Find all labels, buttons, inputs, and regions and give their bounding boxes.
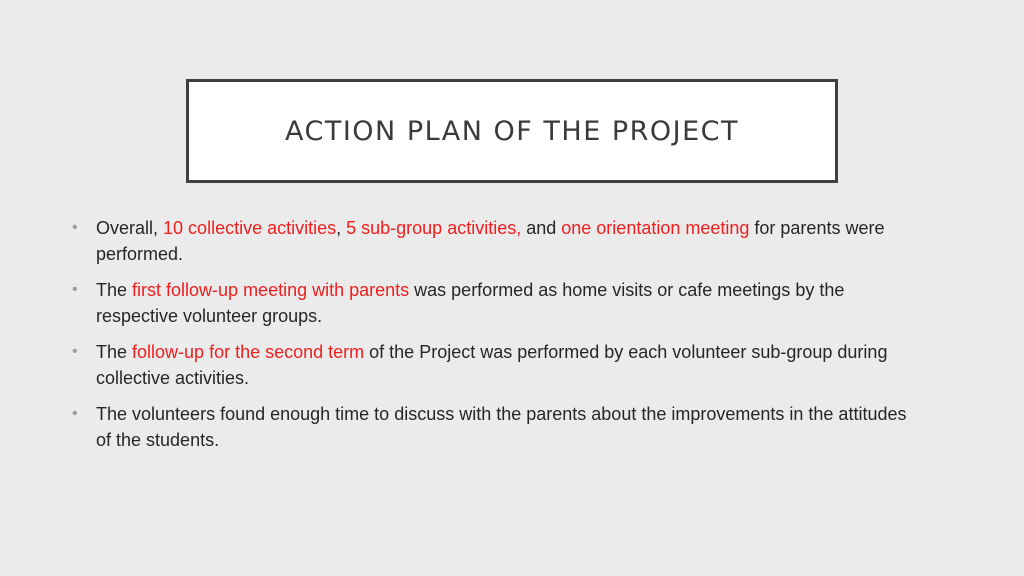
bullet-dot-icon: • — [72, 343, 78, 360]
highlight-first-follow-up-meeting: first follow-up meeting with parents — [132, 280, 410, 300]
bullet-item-1 — [70, 215, 920, 267]
bullet-item-4 — [70, 401, 920, 453]
bullet-dot-icon: • — [72, 219, 78, 236]
bullet-text-segment: The volunteers found enough time to discuss with the parents about the improvements in the attitudes of the students. — [96, 404, 907, 450]
bullet-item-3 — [70, 339, 920, 391]
highlight-follow-up-second-term: follow-up for the second term — [132, 342, 365, 362]
bullet-item-2 — [70, 277, 920, 329]
bullet-dot-icon: • — [72, 405, 78, 422]
bullet-text-segment: The — [96, 342, 133, 362]
slide-title: ACTION PLAN OF THE PROJECT — [285, 115, 739, 147]
highlight-collective-activities: 10 collective activities — [163, 218, 337, 238]
bullet-text-segment: and — [521, 218, 562, 238]
bullet-text-segment: was performed as home visits or cafe meetings by the respective volunteer groups. — [96, 280, 845, 326]
highlight-orientation-meeting: one orientation meeting — [561, 218, 750, 238]
bullet-text-segment: Overall, — [96, 218, 164, 238]
bullet-dot-icon: • — [72, 281, 78, 298]
bullet-text-segment: for parents were performed. — [96, 218, 885, 264]
bullet-text-segment: The — [96, 280, 133, 300]
bullet-text-segment: of the Project was performed by each volunteer sub-group during collective activities. — [96, 342, 888, 388]
bullet-text-segment: , — [336, 218, 347, 238]
highlight-sub-group-activities: 5 sub-group activities, — [346, 218, 522, 238]
title-box — [186, 79, 838, 183]
bullet-list — [70, 215, 920, 463]
